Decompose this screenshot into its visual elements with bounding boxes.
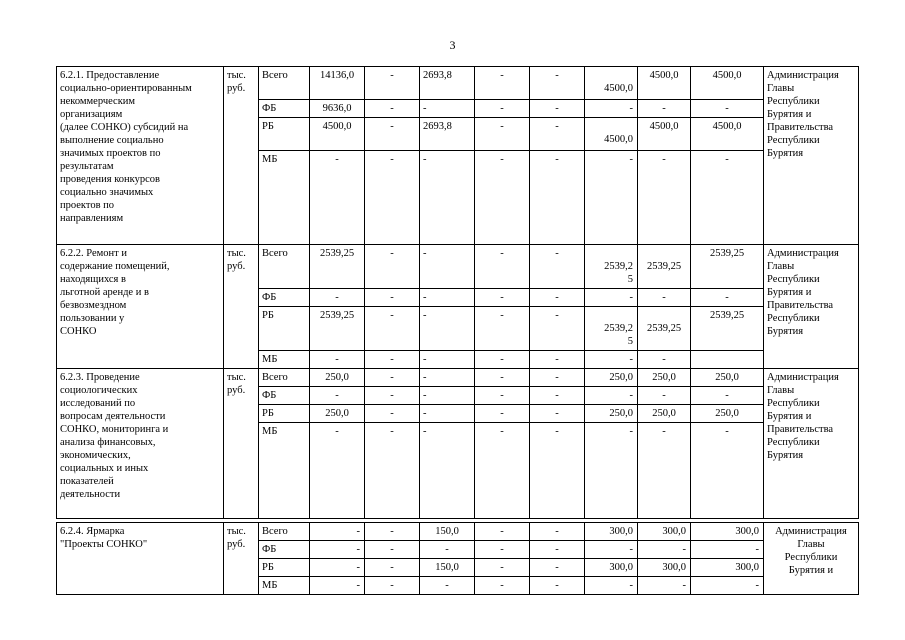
amount-cell: - (475, 541, 530, 559)
measure-description: 6.2.2. Ремонт и содержание помещений, находящихся в льготной аренде и в безвозмездном пользовании у СОНКО (57, 245, 224, 369)
amount-cell: 300,0 (691, 559, 764, 577)
amount-cell: 250,0 (638, 405, 691, 423)
unit-cell: тыс. руб. (224, 369, 259, 519)
page-number: 3 (449, 38, 456, 52)
table-row (57, 245, 859, 289)
amount-cell: - (475, 523, 530, 541)
table-row (57, 523, 859, 541)
amount-cell: - (638, 387, 691, 405)
amount-cell: 300,0 (585, 559, 638, 577)
amount-cell: - (475, 559, 530, 577)
amount-cell: - (530, 405, 585, 423)
amount-cell: - (310, 559, 365, 577)
responsible-organization: Администрация Главы Республики Бурятия и Правительства Республики Бурятия (764, 369, 859, 519)
amount-cell: - (310, 289, 365, 307)
amount-cell: - (530, 118, 585, 151)
amount-cell: - (365, 387, 420, 405)
unit-cell: тыс. руб. (224, 67, 259, 245)
amount-cell: - (585, 577, 638, 595)
amount-cell: - (530, 289, 585, 307)
responsible-organization: Администрация Главы Республики Бурятия и Правительства Республики Бурятия (764, 67, 859, 245)
amount-cell: - (475, 151, 530, 245)
amount-cell: - (420, 423, 475, 519)
amount-cell: - (365, 541, 420, 559)
amount-cell: - (585, 289, 638, 307)
funding-source: МБ (259, 423, 310, 519)
amount-cell: 300,0 (585, 523, 638, 541)
amount-cell: 150,0 (420, 559, 475, 577)
amount-cell: 300,0 (638, 523, 691, 541)
amount-cell: - (638, 289, 691, 307)
amount-cell: - (420, 387, 475, 405)
amount-cell: 2693,8 (420, 118, 475, 151)
amount-cell: - (691, 541, 764, 559)
amount-cell: - (475, 351, 530, 369)
amount-cell: - (638, 151, 691, 245)
amount-cell: - (420, 289, 475, 307)
responsible-organization: Администрация Главы Республики Бурятия и (764, 523, 859, 595)
funding-source: Всего (259, 369, 310, 387)
amount-cell: 300,0 (691, 523, 764, 541)
amount-cell: - (638, 351, 691, 369)
amount-cell: - (475, 577, 530, 595)
amount-cell: 2539,25 (638, 307, 691, 351)
funding-source: РБ (259, 559, 310, 577)
amount-cell: - (365, 307, 420, 351)
amount-cell: 2539,25 (691, 307, 764, 351)
amount-cell: - (691, 151, 764, 245)
amount-cell: - (310, 577, 365, 595)
amount-cell: - (310, 541, 365, 559)
amount-cell: - (475, 67, 530, 100)
amount-cell: - (310, 423, 365, 519)
amount-cell: 4500,0 (638, 67, 691, 100)
amount-cell: - (530, 100, 585, 118)
amount-cell: - (638, 100, 691, 118)
amount-cell: - (530, 387, 585, 405)
responsible-organization: Администрация Главы Республики Бурятия и Правительства Республики Бурятия (764, 245, 859, 369)
measure-description: 6.2.1. Предоставление социально-ориентированным некоммерческим организациям (далее СОНКО) субсидий на выполнение социально значимых проектов по результатам проведения конкурсов социально значимых проектов по направлениям (57, 67, 224, 245)
amount-cell: - (475, 387, 530, 405)
amount-cell: - (585, 351, 638, 369)
amount-cell: - (365, 100, 420, 118)
amount-cell: - (365, 67, 420, 100)
amount-cell: - (691, 577, 764, 595)
amount-cell: - (585, 387, 638, 405)
amount-cell: 250,0 (638, 369, 691, 387)
amount-cell: 2539,2 5 (585, 307, 638, 351)
amount-cell: - (475, 423, 530, 519)
amount-cell: 2539,2 5 (585, 245, 638, 289)
amount-cell: - (420, 405, 475, 423)
amount-cell: - (310, 351, 365, 369)
amount-cell: - (585, 423, 638, 519)
amount-cell: - (365, 559, 420, 577)
amount-cell: 250,0 (310, 405, 365, 423)
amount-cell: - (530, 67, 585, 100)
amount-cell: 9636,0 (310, 100, 365, 118)
budget-table (56, 66, 859, 595)
amount-cell: - (365, 245, 420, 289)
measure-description: 6.2.3. Проведение социологических исследований по вопросам деятельности СОНКО, мониторинга и анализа финансовых, экономических, социальных и иных показателей деятельности (57, 369, 224, 519)
amount-cell: - (365, 369, 420, 387)
amount-cell: 4500,0 (638, 118, 691, 151)
amount-cell: - (365, 151, 420, 245)
amount-cell: - (420, 369, 475, 387)
funding-source: ФБ (259, 387, 310, 405)
amount-cell: 4500,0 (585, 118, 638, 151)
amount-cell: 250,0 (310, 369, 365, 387)
amount-cell: - (365, 118, 420, 151)
amount-cell: - (310, 523, 365, 541)
funding-source: ФБ (259, 100, 310, 118)
amount-cell: - (530, 523, 585, 541)
funding-source: РБ (259, 118, 310, 151)
amount-cell: 2539,25 (310, 245, 365, 289)
funding-source: ФБ (259, 541, 310, 559)
funding-source: Всего (259, 245, 310, 289)
amount-cell: - (691, 289, 764, 307)
amount-cell: - (420, 577, 475, 595)
amount-cell: - (365, 523, 420, 541)
amount-cell: - (638, 541, 691, 559)
amount-cell: 300,0 (638, 559, 691, 577)
amount-cell: - (310, 387, 365, 405)
funding-source: МБ (259, 577, 310, 595)
amount-cell: - (420, 351, 475, 369)
amount-cell: - (475, 369, 530, 387)
amount-cell: - (475, 289, 530, 307)
table-row (57, 67, 859, 100)
amount-cell: - (638, 423, 691, 519)
amount-cell: - (420, 100, 475, 118)
amount-cell: - (638, 577, 691, 595)
amount-cell: - (530, 577, 585, 595)
amount-cell: - (475, 307, 530, 351)
amount-cell: - (585, 541, 638, 559)
amount-cell: 250,0 (691, 369, 764, 387)
amount-cell: - (530, 559, 585, 577)
amount-cell: 250,0 (585, 405, 638, 423)
amount-cell: - (365, 423, 420, 519)
amount-cell: - (530, 151, 585, 245)
amount-cell: - (530, 541, 585, 559)
amount-cell: - (420, 245, 475, 289)
unit-cell: тыс. руб. (224, 523, 259, 595)
funding-source: МБ (259, 351, 310, 369)
amount-cell: 2539,25 (310, 307, 365, 351)
amount-cell: 150,0 (420, 523, 475, 541)
amount-cell: - (530, 351, 585, 369)
table-body (57, 67, 859, 595)
amount-cell: - (420, 541, 475, 559)
amount-cell: - (475, 245, 530, 289)
funding-source: МБ (259, 151, 310, 245)
amount-cell: - (365, 405, 420, 423)
amount-cell: 4500,0 (310, 118, 365, 151)
amount-cell: - (530, 423, 585, 519)
amount-cell: - (691, 387, 764, 405)
amount-cell: 4500,0 (585, 67, 638, 100)
amount-cell: 4500,0 (691, 67, 764, 100)
funding-source: РБ (259, 405, 310, 423)
amount-cell: 14136,0 (310, 67, 365, 100)
amount-cell: - (530, 369, 585, 387)
amount-cell: - (691, 100, 764, 118)
amount-cell: - (420, 151, 475, 245)
amount-cell: 250,0 (691, 405, 764, 423)
table-row (57, 369, 859, 387)
amount-cell: - (530, 245, 585, 289)
funding-source: ФБ (259, 289, 310, 307)
measure-description: 6.2.4. Ярмарка "Проекты СОНКО" (57, 523, 224, 595)
amount-cell: - (691, 423, 764, 519)
funding-source: РБ (259, 307, 310, 351)
amount-cell: - (585, 100, 638, 118)
amount-cell: 2693,8 (420, 67, 475, 100)
amount-cell (691, 351, 764, 369)
funding-source: Всего (259, 67, 310, 100)
amount-cell: 2539,25 (638, 245, 691, 289)
amount-cell: - (530, 307, 585, 351)
amount-cell: - (475, 405, 530, 423)
amount-cell: 4500,0 (691, 118, 764, 151)
amount-cell: 250,0 (585, 369, 638, 387)
amount-cell: - (585, 151, 638, 245)
unit-cell: тыс. руб. (224, 245, 259, 369)
funding-source: Всего (259, 523, 310, 541)
amount-cell: - (420, 307, 475, 351)
amount-cell: - (475, 118, 530, 151)
amount-cell: - (365, 289, 420, 307)
amount-cell: - (365, 351, 420, 369)
amount-cell: 2539,25 (691, 245, 764, 289)
amount-cell: - (475, 100, 530, 118)
amount-cell: - (310, 151, 365, 245)
amount-cell: - (365, 577, 420, 595)
